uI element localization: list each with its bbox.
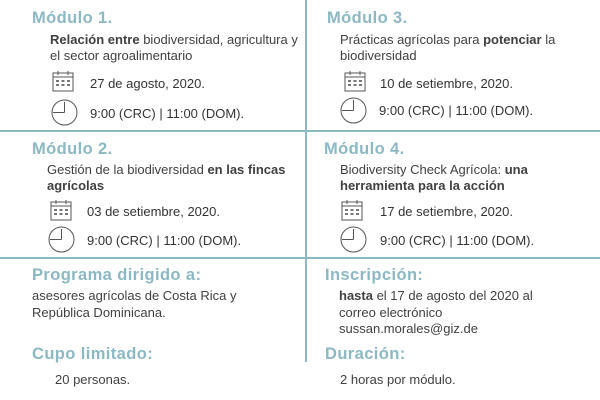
clock-icon <box>48 226 75 253</box>
calendar-icon <box>344 70 366 92</box>
module-2-heading: Módulo 2. <box>32 140 113 158</box>
module-4-time: 9:00 (CRC) | 11:00 (DOM). <box>380 233 535 248</box>
clock-icon <box>51 99 78 126</box>
module-1-heading: Módulo 1. <box>32 9 113 27</box>
calendar-icon <box>341 199 363 221</box>
calendar-icon <box>50 199 72 221</box>
module-2-date: 03 de setiembre, 2020. <box>87 204 220 219</box>
module-4-date: 17 de setiembre, 2020. <box>380 204 513 219</box>
module-1-date: 27 de agosto, 2020. <box>90 76 205 91</box>
duration-text: 2 horas por módulo. <box>340 372 456 387</box>
module-3-time: 9:00 (CRC) | 11:00 (DOM). <box>379 103 534 118</box>
module-3-title: Prácticas agrícolas para potenciar la biodiversidad <box>340 32 556 63</box>
module-4-heading: Módulo 4. <box>324 140 405 158</box>
registration-text: hasta el 17 de agosto del 2020 al correo electrónico sussan.morales@giz.de <box>339 288 533 336</box>
horizontal-divider-top <box>0 130 600 132</box>
program-heading: Programa dirigido a: <box>32 266 202 284</box>
capacity-heading: Cupo limitado: <box>32 345 154 363</box>
module-2-time: 9:00 (CRC) | 11:00 (DOM). <box>87 233 242 248</box>
program-text: asesores agrícolas de Costa Rica y República Dominicana. <box>32 288 237 320</box>
module-3-date: 10 de setiembre, 2020. <box>380 76 513 91</box>
duration-heading: Duración: <box>325 345 406 363</box>
module-1-time: 9:00 (CRC) | 11:00 (DOM). <box>90 106 245 121</box>
registration-heading: Inscripción: <box>325 266 424 284</box>
clock-icon <box>340 97 367 124</box>
vertical-divider <box>305 0 307 362</box>
module-4-title: Biodiversity Check Agrícola: una herramienta para la acción <box>340 162 528 193</box>
module-1-title: Relación entre biodiversidad, agricultura y el sector agroalimentario <box>50 32 298 63</box>
module-3-heading: Módulo 3. <box>327 9 408 27</box>
horizontal-divider-bottom <box>0 257 600 259</box>
calendar-icon <box>52 70 74 92</box>
clock-icon <box>340 226 367 253</box>
module-2-title: Gestión de la biodiversidad en las fincas agrícolas <box>47 162 286 193</box>
capacity-text: 20 personas. <box>55 372 131 387</box>
